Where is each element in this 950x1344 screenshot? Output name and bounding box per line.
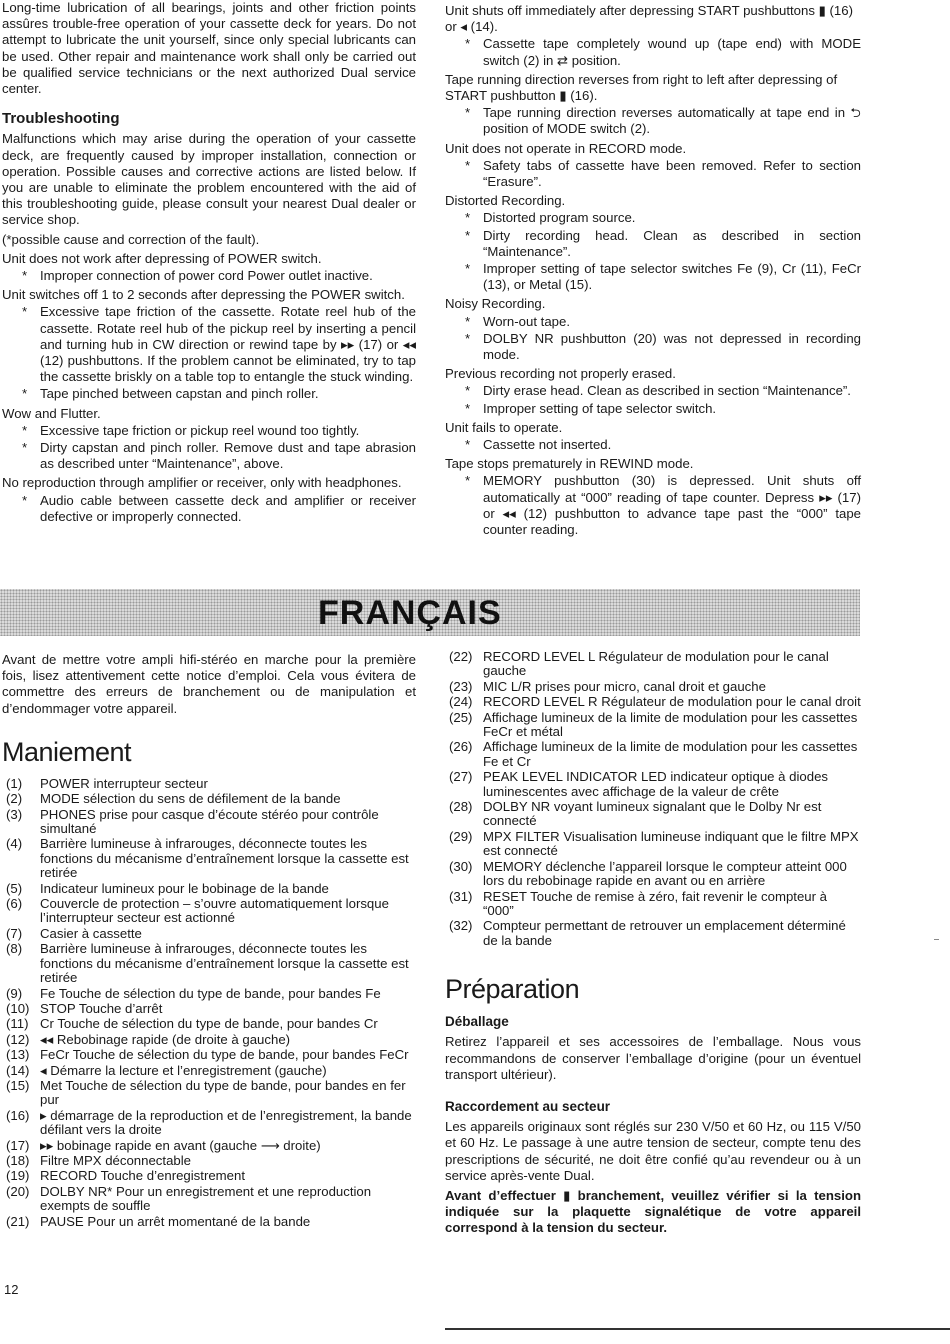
bullet-star: * xyxy=(465,261,471,277)
bullet-star: * xyxy=(22,304,28,320)
issue-cause xyxy=(445,158,861,190)
raccordement-text: Les appareils originaux sont réglés sur 230 V/50 et 60 Hz, ou 115 V/50 et 60 Hz. Le passage à une autre tension de secteur, compte tenu des prescriptions de sécurité, ne doit être confié qu’au revendeur ou à un service après-vente Dual. xyxy=(445,1119,861,1183)
cause-text: Improper connection of power cord Power outlet inactive. xyxy=(40,268,373,284)
control-number: (31) xyxy=(449,888,473,904)
control-item xyxy=(2,1064,416,1078)
control-description: MODE sélection du sens de défilement de la bande xyxy=(40,791,341,807)
control-item xyxy=(445,800,861,829)
control-description: Fe Touche de sélection du type de bande, pour bandes Fe xyxy=(40,985,381,1001)
control-number: (15) xyxy=(6,1077,30,1093)
issue-cause xyxy=(2,423,416,439)
control-item xyxy=(2,897,416,926)
bullet-star: * xyxy=(465,400,471,416)
control-number: (22) xyxy=(449,649,473,664)
bullet-star: * xyxy=(22,386,28,402)
cause-text: Dirty erase head. Clean as described in section “Maintenance”. xyxy=(483,383,851,399)
control-item xyxy=(2,1169,416,1183)
control-number: (12) xyxy=(6,1031,30,1047)
control-description: Met Touche de sélection du type de bande, pour bandes en fer pur xyxy=(40,1077,406,1108)
troubleshooting-note: (*possible cause and correction of the fault). xyxy=(2,231,260,247)
control-description: ◂ Démarre la lecture et l’enregistrement (gauche) xyxy=(40,1062,327,1078)
control-item xyxy=(2,837,416,880)
cause-text: Cassette tape completely wound up (tape end) with MODE switch (2) in ⇄ position. xyxy=(483,36,861,68)
issue-problem: Unit switches off 1 to 2 seconds after depressing the POWER switch. xyxy=(2,287,405,303)
issue-cause xyxy=(445,36,861,68)
issue-problem: Previous recording not properly erased. xyxy=(445,366,676,382)
raccordement-warning: Avant d’effectuer ▮ branchement, veuillez vérifier si la tension indiquée sur la plaquette signalétique de votre appareil correspond à la tension du secteur. xyxy=(445,1187,861,1236)
troubleshooting-intro: Malfunctions which may arise during the operation of your cassette deck, are frequently caused by improper installation, connection or operation. Possible causes and corrective actions are listed below. If you are unable to eliminate the problem encountered with the aid of this troubleshooting guide, please consult your nearest Dual dealer or service shop. xyxy=(2,131,416,228)
control-description: RESET Touche de remise à zéro, fait revenir le compteur à “000” xyxy=(483,888,828,918)
francais-intro: Avant de mettre votre ampli hifi-stéréo en marche pour la première fois, lisez attentivement cette notice d’emploi. Cela vous évitera de commettre des erreurs de branchement ou de manipulation et d’endommager votre appareil. xyxy=(2,652,416,716)
control-item xyxy=(2,792,416,806)
control-number: (14) xyxy=(6,1062,30,1078)
bullet-star: * xyxy=(22,492,28,508)
english-left-column xyxy=(2,0,416,526)
issue-problem: No reproduction through amplifier or receiver, only with headphones. xyxy=(2,475,402,491)
control-description: MEMORY déclenche l’appareil lorsque le compteur atteint 000 lors du rebobinage rapide en avant ou en arrière xyxy=(483,858,847,889)
control-item xyxy=(2,882,416,896)
control-description: PHONES prise pour casque d’écoute stéréo pour contrôle simultané xyxy=(40,806,379,837)
control-description: ▸ démarrage de la reproduction et de l’enregistrement, la bande défilant vers la droite xyxy=(40,1107,412,1138)
control-number: (28) xyxy=(449,799,473,815)
issue-problem: Distorted Recording. xyxy=(445,193,566,209)
control-number: (18) xyxy=(6,1152,30,1168)
control-description: RECORD LEVEL R Régulateur de modulation pour le canal droit xyxy=(483,694,861,710)
cause-text: Cassette not inserted. xyxy=(483,437,612,453)
control-description: Barrière lumineuse à infrarouges, déconnecte toutes les fonctions du mécanisme d’entraînement lorsque la cassette est retirée xyxy=(40,836,409,881)
control-description: Compteur permettant de retrouver un emplacement déterminé de la bande xyxy=(483,918,846,948)
control-item xyxy=(445,711,861,740)
control-item xyxy=(2,1017,416,1031)
bullet-star: * xyxy=(22,440,28,456)
issue-cause xyxy=(445,383,861,399)
control-description: FeCr Touche de sélection du type de bande, pour bandes FeCr xyxy=(40,1047,409,1063)
bottom-rule xyxy=(445,1328,950,1330)
control-number: (8) xyxy=(6,941,23,957)
raccordement-heading: Raccordement au secteur xyxy=(445,1098,611,1114)
bullet-star: * xyxy=(465,473,471,489)
control-number: (24) xyxy=(449,694,473,710)
control-description: MPX FILTER Visualisation lumineuse indiquant que le filtre MPX est connecté xyxy=(483,828,859,859)
control-number: (3) xyxy=(6,806,23,822)
control-description: DOLBY NR voyant lumineux signalant que le Dolby Nr est connecté xyxy=(483,799,822,829)
bullet-star: * xyxy=(465,210,471,226)
cause-text: Improper setting of tape selector switches Fe (9), Cr (11), FeCr (13), or Metal (15). xyxy=(483,261,861,293)
control-number: (20) xyxy=(6,1183,30,1199)
francais-right-column xyxy=(445,650,861,1239)
control-description: RECORD LEVEL L Régulateur de modulation pour le canal gauche xyxy=(483,649,829,679)
issue-cause xyxy=(445,437,861,453)
control-item xyxy=(2,1048,416,1062)
cause-text: Audio cable between cassette deck and amplifier or receiver defective or improperly connected. xyxy=(40,492,416,524)
control-number: (10) xyxy=(6,1000,30,1016)
control-item xyxy=(445,650,861,679)
issue-cause xyxy=(445,314,861,330)
control-item xyxy=(2,1215,416,1229)
control-number: (1) xyxy=(6,775,23,791)
control-number: (30) xyxy=(449,858,473,874)
control-description: ▸▸ bobinage rapide en avant (gauche ⟶ droite) xyxy=(40,1137,321,1153)
issue-cause xyxy=(2,440,416,472)
control-item xyxy=(445,695,861,709)
issue-problem: Wow and Flutter. xyxy=(2,405,101,421)
control-item xyxy=(2,1154,416,1168)
cause-text: Dirty capstan and pinch roller. Remove dust and tape abrasion as described unter “Maintenance”, above. xyxy=(40,440,416,472)
issue-cause xyxy=(445,473,861,538)
control-description: Indicateur lumineux pour le bobinage de la bande xyxy=(40,880,329,896)
bullet-star: * xyxy=(465,313,471,329)
control-number: (23) xyxy=(449,678,473,694)
control-item xyxy=(2,987,416,1001)
control-item xyxy=(445,860,861,889)
control-number: (26) xyxy=(449,739,473,755)
control-description: Cr Touche de sélection du type de bande, pour bandes Cr xyxy=(40,1016,378,1032)
control-number: (2) xyxy=(6,791,23,807)
cause-text: Excessive tape friction or pickup reel wound too tightly. xyxy=(40,422,360,438)
bullet-star: * xyxy=(465,437,471,453)
control-item xyxy=(445,890,861,919)
control-number: (32) xyxy=(449,918,473,934)
issue-cause xyxy=(445,210,861,226)
issue-cause xyxy=(445,401,861,417)
control-item xyxy=(2,1002,416,1016)
control-description: MIC L/R prises pour micro, canal droit et gauche xyxy=(483,678,766,694)
control-item xyxy=(2,1079,416,1108)
control-number: (13) xyxy=(6,1047,30,1063)
cause-text: Dirty recording head. Clean as described in section “Maintenance”. xyxy=(483,227,861,259)
issue-cause xyxy=(2,386,416,402)
maniement-heading: Maniement xyxy=(2,736,132,767)
control-item xyxy=(445,919,861,948)
control-number: (5) xyxy=(6,880,23,896)
cause-text: Excessive tape friction of the cassette. Rotate reel hub of the cassette. Rotate reel hub of the pickup reel by inserting a pencil and turning hub in CW direction or rewind tape by ▸▸ (17) or ◂◂ (12) pushbuttons. If the problem cannot be eliminated, try to tap the cassette briskly on a table top to entangle the stuck winding. xyxy=(40,304,416,385)
control-item xyxy=(2,808,416,837)
bullet-star: * xyxy=(465,383,471,399)
control-number: (6) xyxy=(6,896,23,912)
control-number: (29) xyxy=(449,828,473,844)
issue-cause xyxy=(2,493,416,525)
cause-text: Worn-out tape. xyxy=(483,313,570,329)
cause-text: MEMORY pushbutton (30) is depressed. Unit shuts off automatically at “000” reading of tape counter. Depress ▸▸ (17) or ◂◂ (12) pushbutton to advance tape past the “000” tape counter reading. xyxy=(483,473,861,538)
issue-problem: Unit shuts off immediately after depressing START pushbuttons ▮ (16) or ◂ (14). xyxy=(445,3,853,35)
control-item xyxy=(2,777,416,791)
francais-left-column xyxy=(2,652,416,1230)
control-description: ◂◂ Rebobinage rapide (de droite à gauche) xyxy=(40,1031,291,1047)
control-description: PAUSE Pour un arrêt momentané de la bande xyxy=(40,1213,311,1229)
issue-problem: Unit does not work after depressing of POWER switch. xyxy=(2,250,322,266)
issue-problem: Tape running direction reverses from right to left after depressing of START pushbutton ▮ (16). xyxy=(445,71,838,104)
control-description: PEAK LEVEL INDICATOR LED indicateur optique à diodes luminescentes avec affichage de la valeur de crête xyxy=(483,769,829,799)
control-item xyxy=(445,830,861,859)
cause-text: Tape running direction reverses automatically at tape end in ⮌ position of MODE switch (2). xyxy=(483,105,861,137)
control-description: Barrière lumineuse à infrarouges, déconnecte toutes les fonctions du mécanisme d’entraînement lorsque la cassette est retirée xyxy=(40,941,409,986)
control-number: (9) xyxy=(6,985,23,1001)
issue-problem: Noisy Recording. xyxy=(445,296,546,312)
control-description: DOLBY NR* Pour un enregistrement et une reproduction exempts de souffle xyxy=(40,1183,372,1214)
issue-cause xyxy=(445,228,861,260)
troubleshooting-heading: Troubleshooting xyxy=(2,110,120,128)
lubrication-paragraph: Long-time lubrication of all bearings, joints and other friction points assûres trouble-free operation of your cassette deck for years. Do not attempt to lubricate the unit yourself, since only special lubricants can be used. Other repair and maintenance work shall only be carried out be qualified service technicians or the next authorized Dual service center. xyxy=(2,0,416,97)
bullet-star: * xyxy=(22,268,28,284)
control-item xyxy=(445,740,861,769)
cause-text: Tape pinched between capstan and pinch roller. xyxy=(40,386,319,402)
controls-list-right xyxy=(445,650,861,948)
control-description: RECORD Touche d’enregistrement xyxy=(40,1168,245,1184)
deballage-text: Retirez l’appareil et ses accessoires de l’emballage. Nous vous recommandons de conserver l’emballage d’origine (pour un éventuel transport ultérieur). xyxy=(445,1034,861,1082)
bullet-star: * xyxy=(465,330,471,346)
control-description: POWER interrupteur secteur xyxy=(40,775,208,791)
control-item xyxy=(445,770,861,799)
control-number: (17) xyxy=(6,1137,30,1153)
bullet-star: * xyxy=(22,422,28,438)
control-item xyxy=(2,1109,416,1138)
control-item xyxy=(2,927,416,941)
cause-text: DOLBY NR pushbutton (20) was not depressed in recording mode. xyxy=(483,330,861,363)
control-item xyxy=(2,1033,416,1047)
control-item xyxy=(2,1139,416,1153)
banner-title: FRANÇAIS xyxy=(318,594,502,632)
issue-cause xyxy=(445,105,861,137)
issue-problem: Tape stops prematurely in REWIND mode. xyxy=(445,456,694,472)
control-item xyxy=(445,680,861,694)
issue-problem: Unit fails to operate. xyxy=(445,419,563,435)
preparation-heading: Préparation xyxy=(445,974,580,1005)
control-number: (21) xyxy=(6,1213,30,1229)
control-number: (4) xyxy=(6,836,23,852)
control-item xyxy=(2,1185,416,1214)
troubleshooting-list-left xyxy=(2,251,416,525)
bullet-star: * xyxy=(465,227,471,243)
control-description: Affichage lumineux de la limite de modulation pour les cassettes FeCr et métal xyxy=(483,709,858,740)
issue-cause xyxy=(445,331,861,363)
issue-cause xyxy=(2,304,416,385)
bullet-star: * xyxy=(465,157,471,173)
control-description: STOP Touche d’arrêt xyxy=(40,1000,163,1016)
page-number: 12 xyxy=(4,1282,19,1297)
margin-mark xyxy=(934,939,939,940)
control-description: Filtre MPX déconnectable xyxy=(40,1152,191,1168)
issue-cause xyxy=(2,268,416,284)
english-right-column xyxy=(445,0,861,539)
control-number: (19) xyxy=(6,1168,30,1184)
deballage-heading: Déballage xyxy=(445,1014,509,1030)
troubleshooting-list-right xyxy=(445,3,861,538)
control-item xyxy=(2,942,416,985)
issue-problem: Unit does not operate in RECORD mode. xyxy=(445,140,687,156)
control-number: (27) xyxy=(449,769,473,785)
control-description: Couvercle de protection – s’ouvre automatiquement lorsque l’interrupteur secteur est actionné xyxy=(40,896,389,926)
bullet-star: * xyxy=(465,105,471,121)
control-number: (7) xyxy=(6,925,23,941)
control-description: Casier à cassette xyxy=(40,925,142,941)
control-number: (11) xyxy=(6,1016,29,1032)
bullet-star: * xyxy=(465,36,471,52)
control-number: (16) xyxy=(6,1107,30,1123)
control-number: (25) xyxy=(449,709,473,725)
cause-text: Distorted program source. xyxy=(483,210,636,226)
control-description: Affichage lumineux de la limite de modulation pour les cassettes Fe et Cr xyxy=(483,739,858,769)
cause-text: Improper setting of tape selector switch. xyxy=(483,400,717,416)
issue-cause xyxy=(445,261,861,293)
controls-list-left xyxy=(2,777,416,1229)
cause-text: Safety tabs of cassette have been removed. Refer to section “Erasure”. xyxy=(483,157,861,190)
